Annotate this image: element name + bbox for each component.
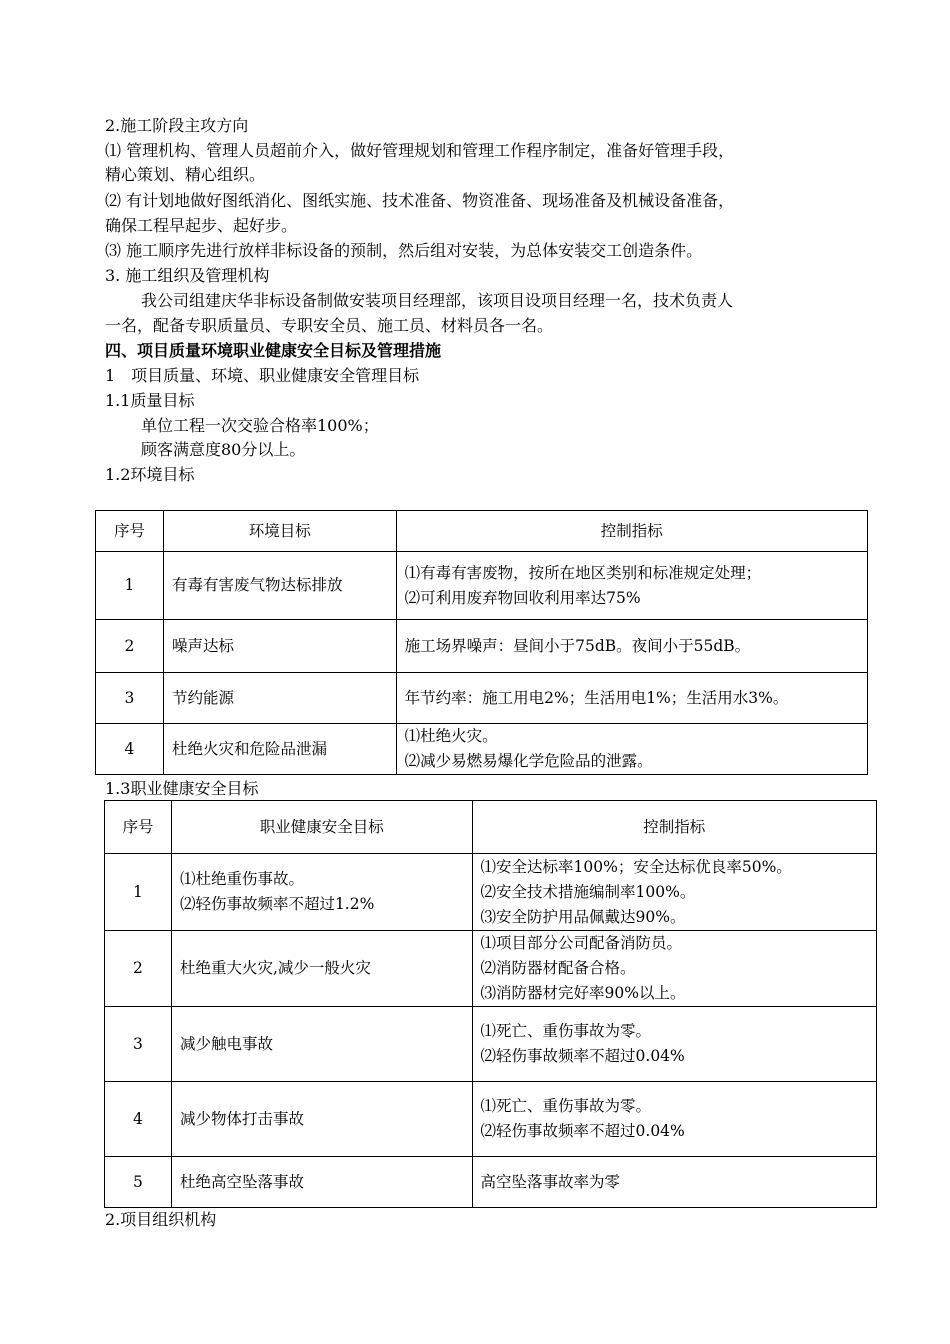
subheading-ohs-goal: 1.3职业健康安全目标 xyxy=(105,779,259,798)
header-env-goal: 环境目标 xyxy=(163,511,396,552)
cell-seq: 2 xyxy=(96,620,164,673)
section-heading-construction-focus: 2.施工阶段主攻方向 xyxy=(105,116,249,135)
cell-control: ⑴项目部分公司配备消防员。 ⑵消防器材配备合格。 ⑶消防器材完好率90%以上。 xyxy=(472,931,876,1007)
paragraph-item-2-line-1: ⑵ 有计划地做好图纸消化、图纸实施、技术准备、物资准备、现场准备及机械设备准备， xyxy=(105,191,735,210)
table-row xyxy=(105,854,877,931)
chapter-heading-four: 四、项目质量环境职业健康安全目标及管理措施 xyxy=(105,341,442,360)
table-row xyxy=(96,724,868,775)
table-row xyxy=(96,620,868,673)
paragraph-item-1-line-1: ⑴ 管理机构、管理人员超前介入，做好管理规划和管理工作程序制定，准备好管理手段， xyxy=(105,141,735,160)
header-seq: 序号 xyxy=(105,801,172,854)
table-row xyxy=(105,1007,877,1082)
quality-goal-satisfaction: 顾客满意度80分以上。 xyxy=(141,440,306,459)
cell-goal: 有毒有害废气物达标排放 xyxy=(163,552,396,620)
subheading-management-goals: 1 项目质量、环境、职业健康安全管理目标 xyxy=(105,366,420,385)
header-ohs-goal: 职业健康安全目标 xyxy=(171,801,472,854)
table-row xyxy=(105,1157,877,1208)
paragraph-item-3: ⑶ 施工顺序先进行放样非标设备的预制，然后组对安装，为总体安装交工创造条件。 xyxy=(105,241,703,260)
header-seq: 序号 xyxy=(96,511,164,552)
cell-seq: 4 xyxy=(105,1082,172,1157)
section-heading-project-organization: 2.项目组织机构 xyxy=(105,1210,217,1229)
cell-seq: 1 xyxy=(105,854,172,931)
paragraph-organization-line-1: 我公司组建庆华非标设备制做安装项目经理部，该项目设项目经理一名，技术负责人 xyxy=(141,291,734,310)
table-row xyxy=(105,931,877,1007)
ohs-goal-table xyxy=(104,800,877,1208)
cell-seq: 2 xyxy=(105,931,172,1007)
cell-control: ⑴死亡、重伤事故为零。 ⑵轻伤事故频率不超过0.04% xyxy=(472,1007,876,1082)
table-row xyxy=(105,1082,877,1157)
header-control-index: 控制指标 xyxy=(396,511,867,552)
cell-goal: 杜绝火灾和危险品泄漏 xyxy=(163,724,396,775)
cell-control: 年节约率：施工用电2%；生活用电1%；生活用水3%。 xyxy=(396,673,867,724)
cell-seq: 3 xyxy=(96,673,164,724)
table-header-row xyxy=(105,801,877,854)
cell-goal: 节约能源 xyxy=(163,673,396,724)
cell-control: ⑴死亡、重伤事故为零。 ⑵轻伤事故频率不超过0.04% xyxy=(472,1082,876,1157)
table-row xyxy=(96,673,868,724)
cell-goal: 噪声达标 xyxy=(163,620,396,673)
cell-seq: 4 xyxy=(96,724,164,775)
subheading-quality-goal: 1.1质量目标 xyxy=(105,391,195,410)
cell-goal: 杜绝高空坠落事故 xyxy=(171,1157,472,1208)
table-header-row xyxy=(96,511,868,552)
cell-seq: 3 xyxy=(105,1007,172,1082)
cell-seq: 1 xyxy=(96,552,164,620)
cell-control: ⑴杜绝火灾。 ⑵减少易燃易爆化学危险品的泄露。 xyxy=(396,724,867,775)
subheading-environment-goal: 1.2环境目标 xyxy=(105,465,195,484)
paragraph-organization-line-2: 一名，配备专职质量员、专职安全员、施工员、材料员各一名。 xyxy=(105,316,554,335)
paragraph-item-1-line-2: 精心策划、精心组织。 xyxy=(105,165,266,184)
cell-control: ⑴安全达标率100%；安全达标优良率50%。 ⑵安全技术措施编制率100%。 ⑶安全防护用品佩戴达90%。 xyxy=(472,854,876,931)
quality-goal-pass-rate: 单位工程一次交验合格率100%； xyxy=(141,416,379,435)
cell-goal: 杜绝重大火灾,减少一般火灾 xyxy=(171,931,472,1007)
cell-goal: 减少物体打击事故 xyxy=(171,1082,472,1157)
cell-seq: 5 xyxy=(105,1157,172,1208)
cell-goal: ⑴杜绝重伤事故。 ⑵轻伤事故频率不超过1.2% xyxy=(171,854,472,931)
table-row xyxy=(96,552,868,620)
cell-control: 施工场界噪声：昼间小于75dB。夜间小于55dB。 xyxy=(396,620,867,673)
environment-goal-table xyxy=(95,510,868,775)
cell-control: 高空坠落事故率为零 xyxy=(472,1157,876,1208)
cell-control: ⑴有毒有害废物，按所在地区类别和标准规定处理； ⑵可利用废弃物回收利用率达75% xyxy=(396,552,867,620)
cell-goal: 减少触电事故 xyxy=(171,1007,472,1082)
section-heading-organization: 3. 施工组织及管理机构 xyxy=(105,266,270,285)
header-control-index: 控制指标 xyxy=(472,801,876,854)
paragraph-item-2-line-2: 确保工程早起步、起好步。 xyxy=(105,216,298,235)
